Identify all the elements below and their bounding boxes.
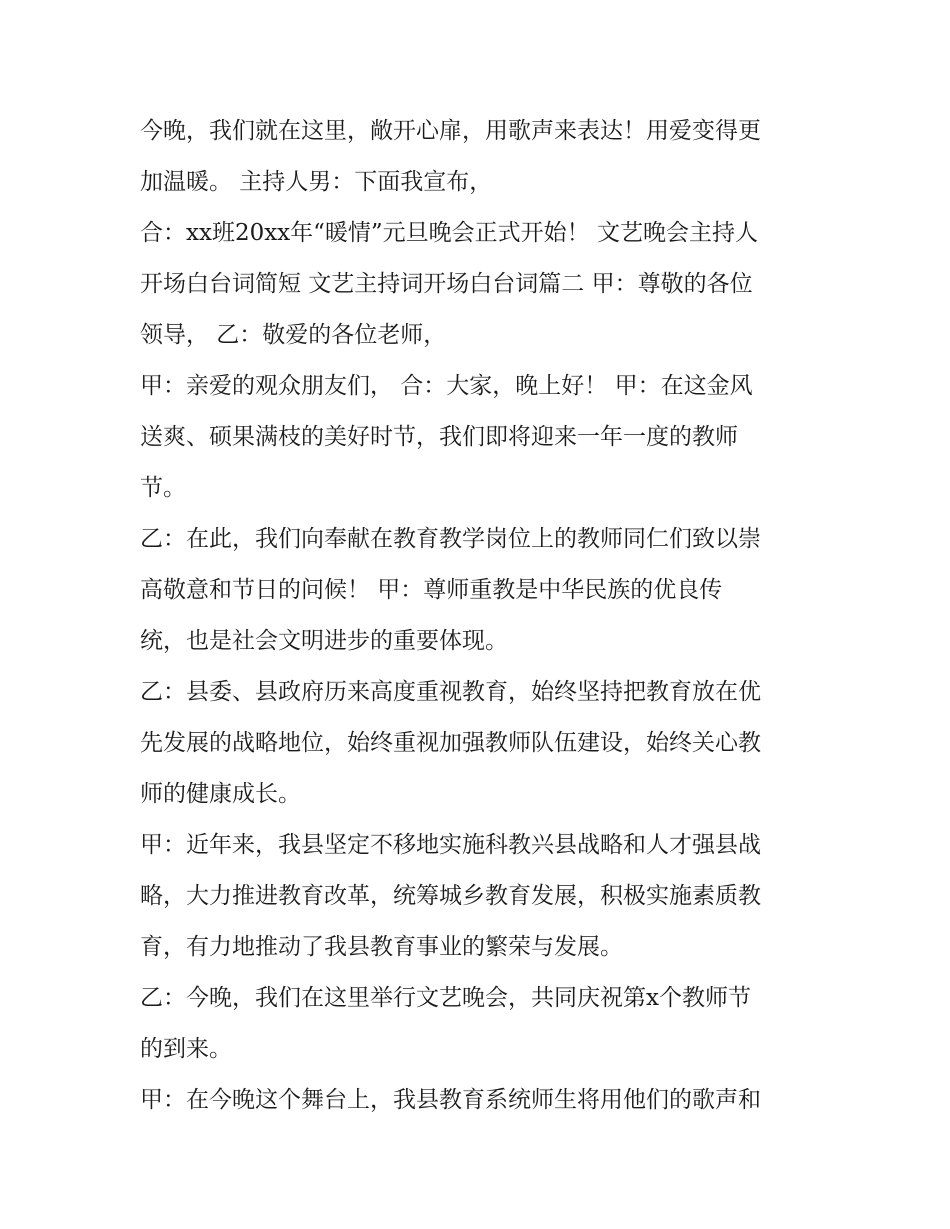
text-line: 育，有力地推动了我县教育事业的繁荣与发展。 [140,934,623,960]
text-line: 合：xx班20xx年“暖情”元旦晚会正式开始！ 文艺晚会主持人 [140,220,758,246]
document-body [140,106,830,1126]
text-line: 领导， 乙：敬爱的各位老师， [140,322,447,348]
text-line: 开场白台词简短 文艺主持词开场白台词篇二 甲：尊敬的各位 [140,271,753,297]
text-line: 节。 [140,475,186,501]
text-line: 乙：在此，我们向奉献在教育教学岗位上的教师同仁们致以崇 [140,526,761,552]
text-line: 甲：亲爱的观众朋友们， 合：大家，晚上好！ 甲：在这金风 [140,373,753,399]
text-line: 高敬意和节日的问候！ 甲：尊师重教是中华民族的优良传 [140,577,723,603]
text-line: 统，也是社会文明进步的重要体现。 [140,628,508,654]
text-line: 师的健康成长。 [140,781,301,807]
text-line: 略，大力推进教育改革，统筹城乡教育发展，积极实施素质教 [140,883,761,909]
text-line: 甲：近年来，我县坚定不移地实施科教兴县战略和人才强县战 [140,832,761,858]
text-line: 送爽、硕果满枝的美好时节，我们即将迎来一年一度的教师 [140,424,738,450]
text-line: 乙：县委、县政府历来高度重视教育，始终坚持把教育放在优 [140,679,761,705]
text-line: 今晚，我们就在这里，敞开心扉，用歌声来表达！用爱变得更 [140,118,761,144]
text-line: 甲：在今晚这个舞台上，我县教育系统师生将用他们的歌声和 [140,1087,761,1113]
text-line: 加温暖。 主持人男：下面我宣布， [140,169,493,195]
text-line: 的到来。 [140,1036,232,1062]
text-line: 先发展的战略地位，始终重视加强教师队伍建设，始终关心教 [140,730,761,756]
text-line: 乙：今晚，我们在这里举行文艺晚会，共同庆祝第x个教师节 [140,985,751,1011]
